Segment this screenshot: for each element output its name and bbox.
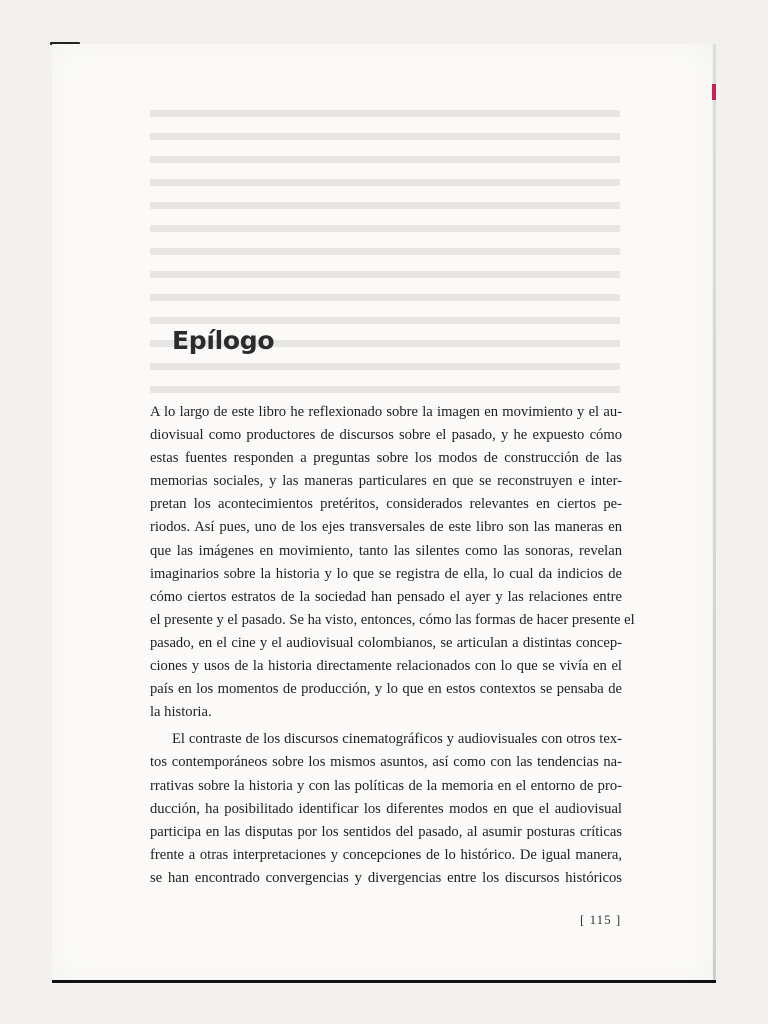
- text-line: participa en las disputas por los sentidos del pasado, al asumir posturas críticas: [150, 823, 622, 840]
- paragraph-1: [150, 401, 635, 724]
- text-line: pretan los acontecimientos pretéritos, considerados relevantes en ciertos pe-: [150, 496, 622, 513]
- text-line: rrativas sobre la historia y con las políticas de la memoria en el entorno de pro-: [150, 777, 622, 794]
- text-line: diovisual como productores de discursos sobre el pasado, y he expuesto cómo: [150, 427, 622, 444]
- scan-edge-bottom: [52, 980, 716, 983]
- text-line: país en los momentos de producción, y lo que en estos contextos se pensaba de: [150, 681, 622, 698]
- scan-edge-right: [713, 44, 716, 980]
- text-line: imaginarios sobre la historia y lo que se registra de ella, lo cual da indicios de: [150, 565, 622, 582]
- bookmark-ribbon: [712, 84, 716, 100]
- chapter-title: Epílogo: [172, 326, 275, 355]
- body-text: [150, 401, 635, 890]
- text-line: el presente y el pasado. Se ha visto, entonces, cómo las formas de hacer presente el: [150, 611, 635, 628]
- paragraph-2: [150, 728, 622, 890]
- text-line: tos contemporáneos sobre los mismos asuntos, así como con las tendencias na-: [150, 754, 622, 771]
- text-line: se han encontrado convergencias y divergencias entre los discursos históricos: [150, 869, 622, 886]
- text-line: la historia.: [150, 704, 212, 721]
- text-line: A lo largo de este libro he reflexionado sobre la imagen en movimiento y el au-: [150, 404, 622, 420]
- text-line: ciones y usos de la historia directamente relacionados con lo que se vivía en el: [150, 658, 622, 675]
- text-line: estas fuentes responden a preguntas sobre los modos de construcción de las: [150, 450, 622, 467]
- text-line: memorias sociales, y las maneras particulares en que se reconstruyen e inter-: [150, 473, 622, 490]
- text-line: que las imágenes en movimiento, tanto las silentes como las sonoras, revelan: [150, 542, 622, 559]
- text-line: pasado, en el cine y el audiovisual colombianos, se articulan a distintas concep-: [150, 634, 622, 651]
- page-number: [ 115 ]: [580, 912, 622, 927]
- text-line: El contraste de los discursos cinematográficos y audiovisuales con otros tex-: [172, 731, 622, 748]
- text-line: riodos. Así pues, uno de los ejes transversales de este libro son las maneras en: [150, 519, 622, 536]
- bleed-through-shadow: [150, 110, 620, 410]
- text-line: ducción, ha posibilitado identificar los diferentes modos en que el audiovisual: [150, 800, 622, 817]
- text-line: frente a otras interpretaciones y concepciones de lo histórico. De igual manera,: [150, 846, 622, 863]
- text-line: cómo ciertos estratos de la sociedad han pensado el ayer y las relaciones entre: [150, 588, 622, 605]
